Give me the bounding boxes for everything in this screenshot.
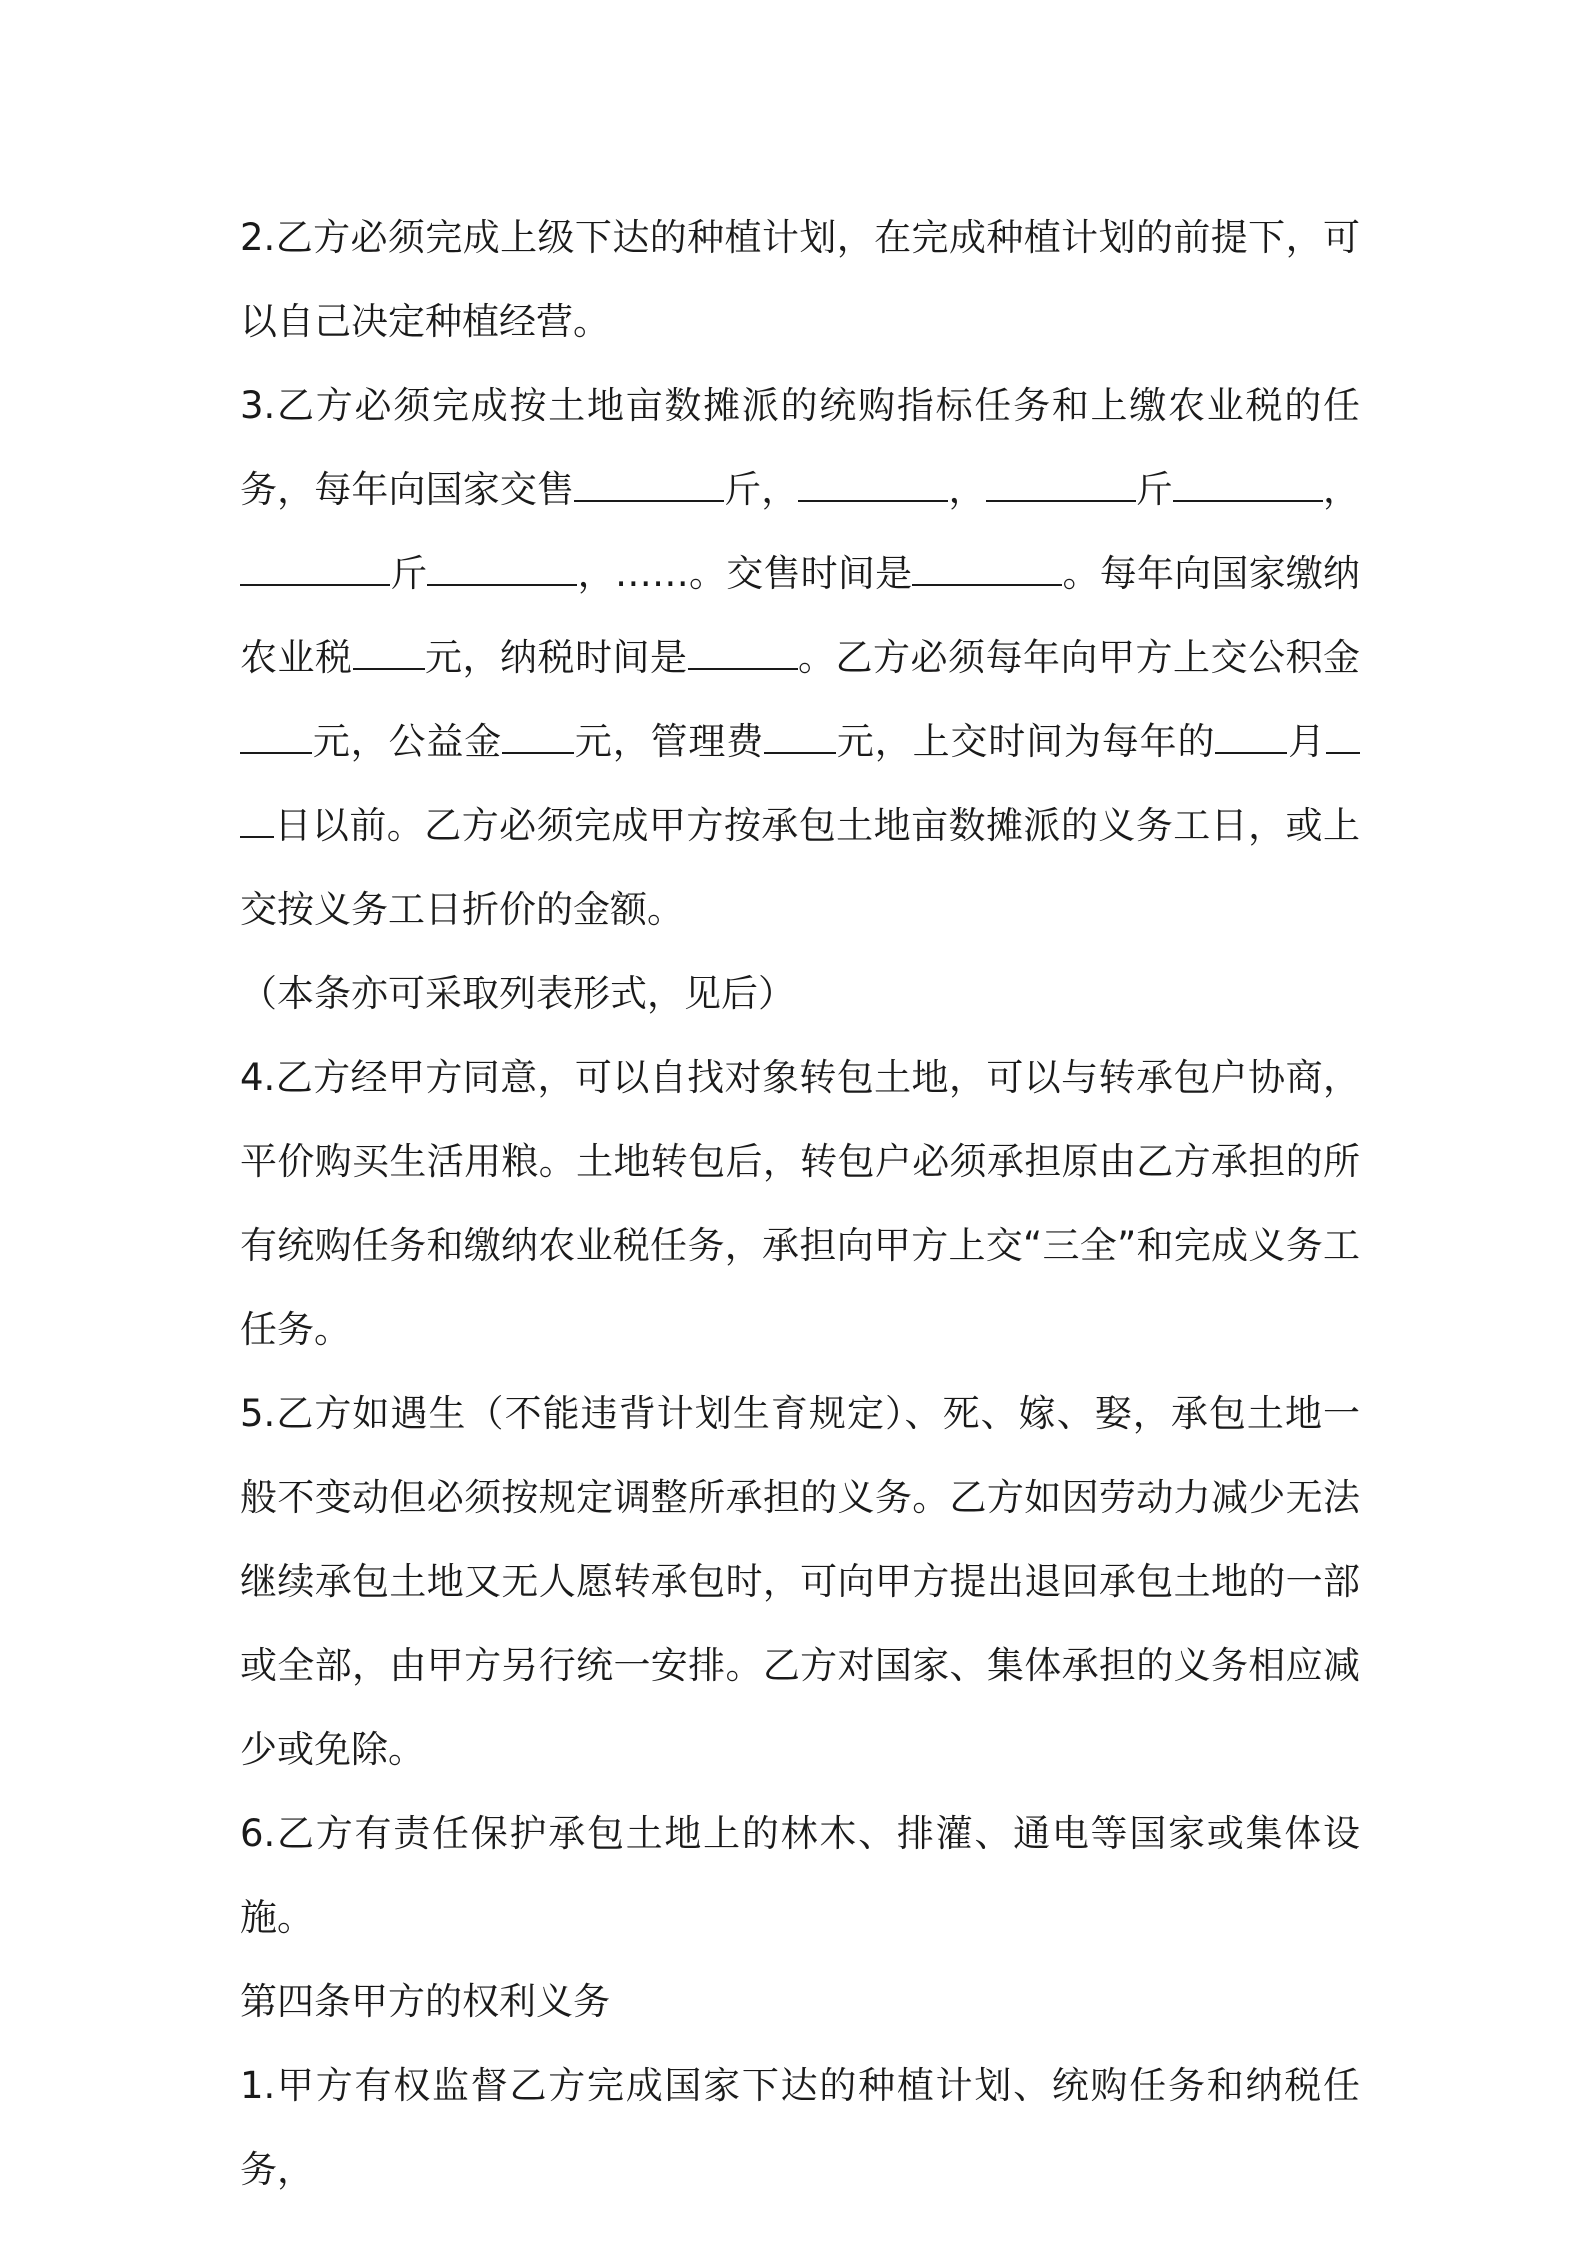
document-body [240, 196, 1360, 2212]
clause-3-note: （本条亦可采取列表形式，见后） [240, 972, 795, 1015]
clause-3-text: 斤 [1135, 468, 1173, 511]
tax-time-blank[interactable] [688, 624, 798, 670]
day-blank[interactable] [240, 792, 274, 838]
sale-time-blank[interactable] [912, 540, 1062, 586]
clause-5: 5.乙方如遇生（不能违背计划生育规定）、死、嫁、娶，承包土地一般不变动但必须按规定调整所承担的义务。乙方如因劳动力减少无法继续承包土地又无人愿转承包时，可向甲方提出退回承包土地的一部或全部，由甲方另行统一安排。乙方对国家、集体承担的义务相应减少或免除。 [240, 1392, 1360, 1771]
sale-amount-blank[interactable] [986, 456, 1136, 502]
clause-3-text: ， [1322, 468, 1361, 511]
clause-2: 2.乙方必须完成上级下达的种植计划，在完成种植计划的前提下，可以自己决定种植经营。 [240, 216, 1360, 343]
clause-3-text: 元，管理费 [574, 720, 765, 763]
clause-3-text: ，……。交售时间是 [577, 552, 913, 595]
sale-item-blank[interactable] [1173, 456, 1323, 502]
clause-3-text: 。每年向国家缴纳农业税 [240, 552, 1361, 679]
clause-4: 4.乙方经甲方同意，可以自找对象转包土地，可以与转承包户协商，平价购买生活用粮。土地转包后，转包户必须承担原由乙方承担的所有统购任务和缴纳农业税任务，承担向甲方上交“三全”和完成义务工任务。 [240, 1056, 1360, 1351]
article-4-clause-1: 1.甲方有权监督乙方完成国家下达的种植计划、统购任务和纳税任务， [240, 2064, 1360, 2191]
tax-amount-blank[interactable] [353, 624, 425, 670]
clause-3-lead: 3.乙方必须完成按土地亩数摊派的统购指标任务和上缴农业税的任务，每年向国家交售 [240, 384, 1360, 511]
day-blank[interactable] [1326, 708, 1360, 754]
sale-item-blank[interactable] [427, 540, 577, 586]
clause-3 [240, 364, 1360, 952]
clause-3-text: 月 [1287, 720, 1327, 763]
welfare-fund-blank[interactable] [502, 708, 574, 754]
clause-3-text: 日以前。乙方必须完成甲方按承包土地亩数摊派的义务工日，或上交按义务工日折价的金额。 [240, 804, 1360, 931]
clause-3-text: ， [948, 468, 986, 511]
management-fee-blank[interactable] [764, 708, 836, 754]
article-4-heading: 第四条甲方的权利义务 [240, 1980, 610, 2023]
sale-amount-blank[interactable] [240, 540, 390, 586]
clause-6: 6.乙方有责任保护承包土地上的林木、排灌、通电等国家或集体设施。 [240, 1812, 1360, 1939]
clause-3-text: 元，纳税时间是 [424, 636, 688, 679]
month-blank[interactable] [1215, 708, 1287, 754]
clause-3-text: 元，上交时间为每年的 [836, 720, 1216, 763]
clause-3-text: 。乙方必须每年向甲方上交公积金 [797, 636, 1360, 679]
accumulation-fund-blank[interactable] [240, 708, 312, 754]
sale-item-blank[interactable] [798, 456, 948, 502]
clause-3-text: 斤， [724, 468, 799, 511]
clause-3-text: 元，公益金 [312, 720, 503, 763]
sale-amount-blank[interactable] [574, 456, 724, 502]
clause-3-text: 斤 [390, 552, 428, 595]
